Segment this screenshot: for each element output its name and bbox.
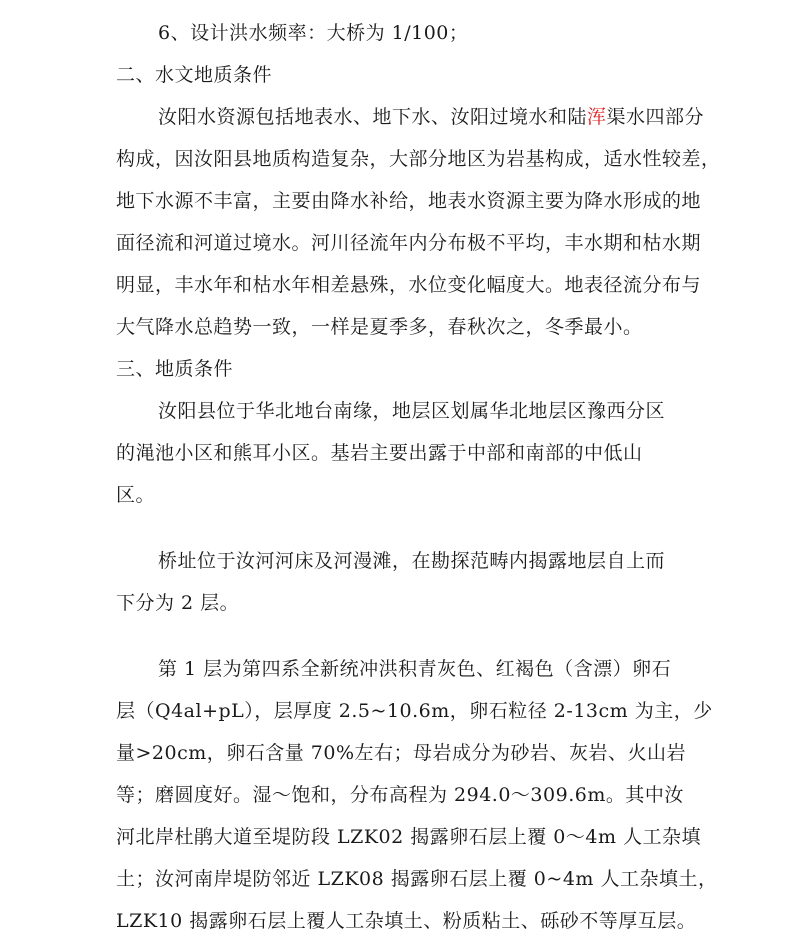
paragraph-spacer — [116, 516, 684, 540]
paragraph-bridge-site — [116, 540, 684, 624]
paragraph-regional-geology — [116, 390, 684, 516]
highlighted-character: 浑 — [587, 106, 607, 128]
paragraph-line: 量>20cm，卵石含量 70%左右；母岩成分为砂岩、灰岩、火山岩 — [116, 742, 687, 764]
text-run: 渠水四部分 — [606, 106, 705, 128]
paragraph-line: 大气降水总趋势一致，一样是夏季多，春秋次之，冬季最小。 — [116, 316, 643, 338]
design-flood-frequency-item: 6、设计洪水频率：大桥为 1/100； — [158, 22, 469, 44]
paragraph-line: 构成，因汝阳县地质构造复杂，大部分地区为岩基构成，适水性较差， — [116, 148, 721, 170]
paragraph-line: 第 1 层为第四系全新统冲洪积青灰色、红褐色（含漂）卵石 — [158, 658, 672, 680]
paragraph-line: 的渑池小区和熊耳小区。基岩主要出露于中部和南部的中低山 — [116, 442, 643, 464]
paragraph-line: 土；汝河南岸堤防邻近 LZK08 揭露卵石层上覆 0~4m 人工杂填土， — [116, 868, 718, 890]
paragraph-line: 河北岸杜鹃大道至堤防段 LZK02 揭露卵石层上覆 0～4m 人工杂填 — [116, 826, 702, 848]
paragraph-layer-one — [116, 648, 718, 942]
paragraph-line: 下分为 2 层。 — [116, 592, 240, 614]
paragraph-line: 区。 — [116, 484, 156, 506]
section-title-geology: 三、地质条件 — [116, 358, 234, 380]
paragraph-line: LZK10 揭露卵石层上覆人工杂填土、粉质粘土、砾砂不等厚互层。 — [116, 910, 697, 932]
paragraph-line: 层（Q4al+pL），层厚度 2.5~10.6m，卵石粒径 2-13cm 为主，少 — [116, 700, 713, 722]
paragraph-line: 等；磨圆度好。湿～饱和，分布高程为 294.0～309.6m。其中汝 — [116, 784, 684, 806]
paragraph-line: 桥址位于汝河河床及河漫滩，在勘探范畴内揭露地层自上而 — [158, 550, 666, 572]
section-title-hydrogeology: 二、水文地质条件 — [116, 64, 273, 86]
paragraph-line: 明显，丰水年和枯水年相差悬殊，水位变化幅度大。地表径流分布与 — [116, 274, 702, 296]
paragraph-line — [116, 96, 705, 138]
paragraph-line: 汝阳县位于华北地台南缘，地层区划属华北地层区豫西分区 — [158, 400, 666, 422]
paragraph-line: 面径流和河道过境水。河川径流年内分布极不平均，丰水期和枯水期 — [116, 232, 702, 254]
paragraph-line: 地下水源不丰富，主要由降水补给，地表水资源主要为降水形成的地 — [116, 190, 702, 212]
paragraph-spacer — [116, 624, 684, 648]
paragraph-water-resources — [116, 96, 721, 348]
text-run: 汝阳水资源包括地表水、地下水、汝阳过境水和陆 — [158, 106, 588, 128]
